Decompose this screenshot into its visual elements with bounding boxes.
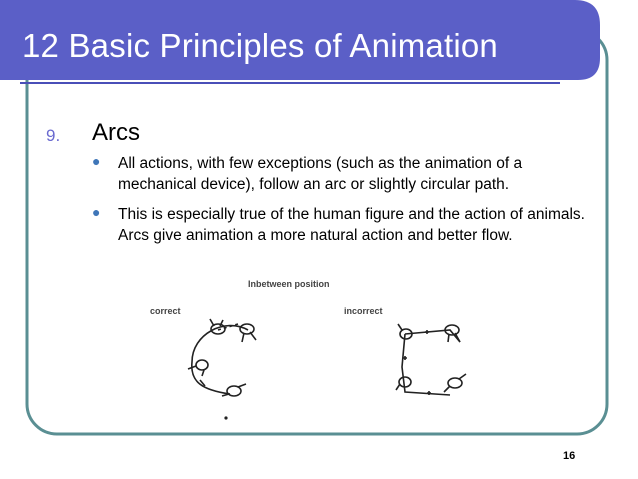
bullet-icon: ● [92,204,101,220]
bullet-text: All actions, with few exceptions (such as the animation of a mechanical device), follow an arc or slightly circular path. [118,155,523,193]
bullet-text: This is especially true of the human figure and the action of animals. Arcs give animation a more natural action and better flow. [118,206,585,244]
correct-label: correct [150,306,181,316]
correct-arc-drawing [188,319,256,419]
page-number: 16 [563,450,576,462]
incorrect-label: incorrect [344,306,383,316]
incorrect-arc-drawing [396,324,466,395]
slide-title: 12 Basic Principles of Animation [22,27,498,64]
item-number: 9. [46,126,61,145]
bullet-icon: ● [92,153,101,169]
item-title: Arcs [92,119,140,146]
arcs-figure [130,272,490,422]
figure-heading: Inbetween position [248,279,330,289]
